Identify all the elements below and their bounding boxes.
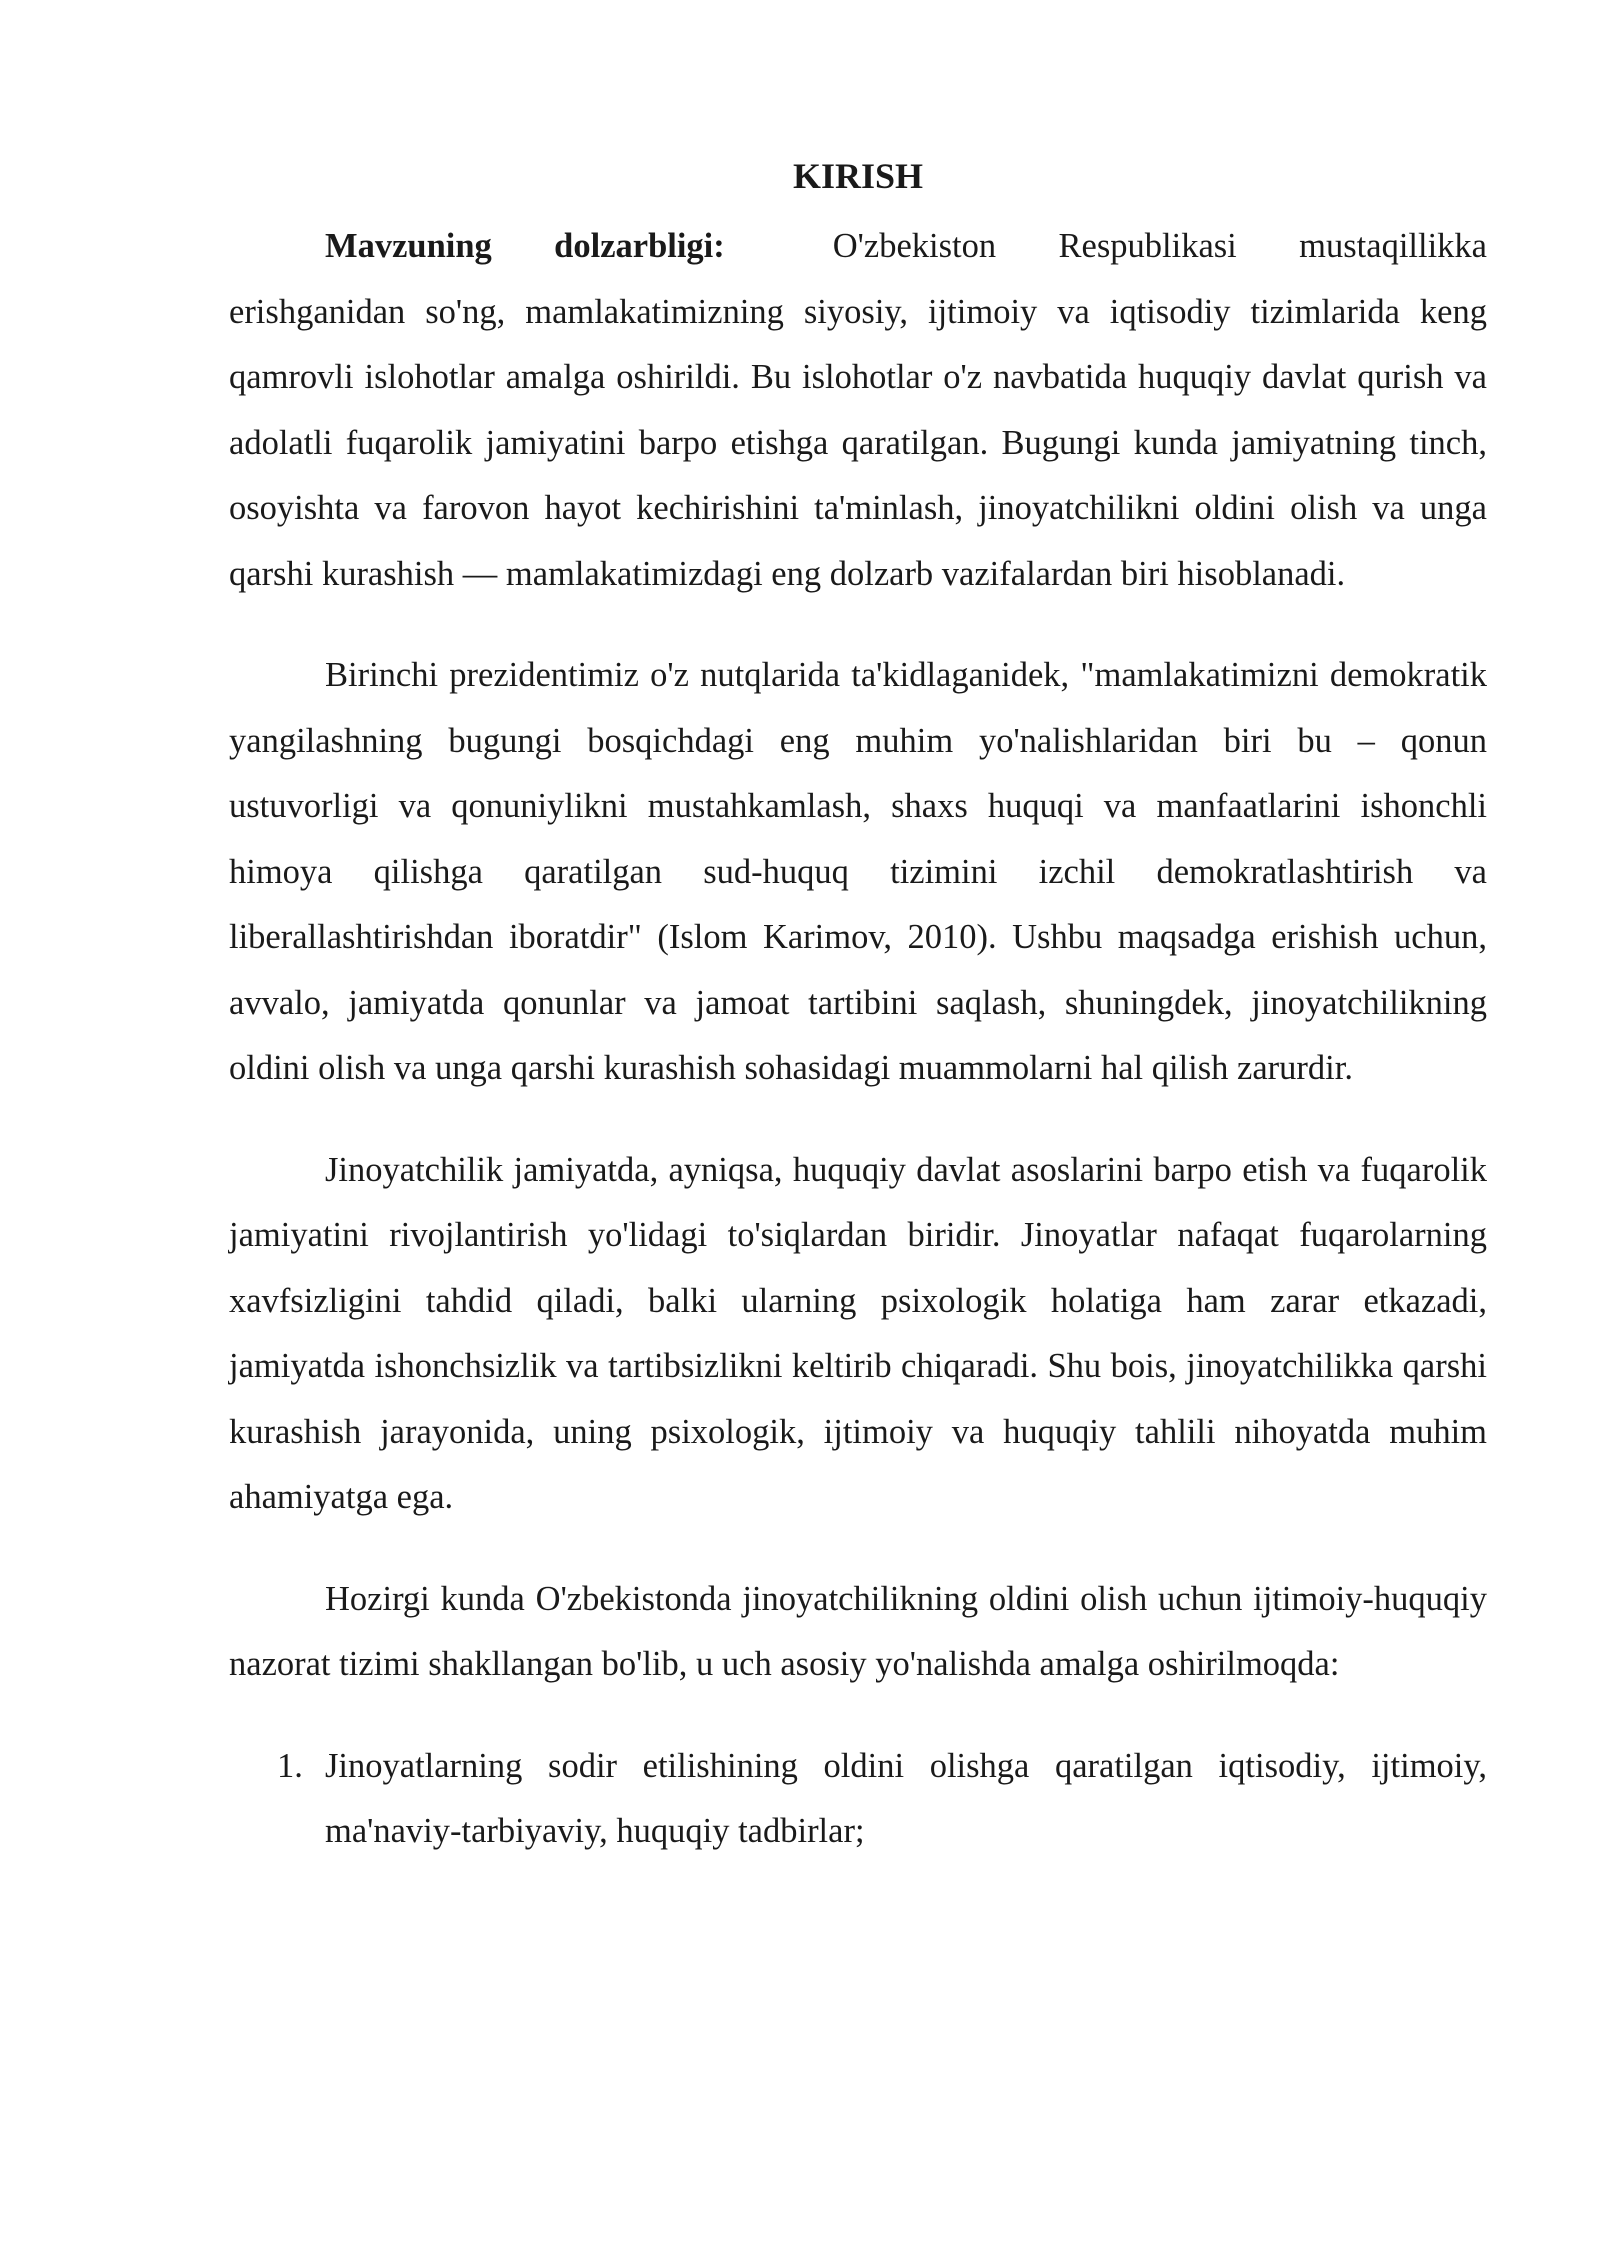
intro-text: O'zbekiston Respublikasi mustaqillikka erishganidan so'ng, mamlakatimizning siyosiy, ijtimoiy va iqtisodiy tizimlarida keng qamrovli islohotlar amalga oshirildi. Bu islohotlar o'z navbatida huquqiy davlat qurish va adolatli fuqarolik jamiyatini barpo etishga qaratilgan. Bugungi kunda jamiyatning tinch, osoyishta va farovon hayot kechirishini ta'minlash, jinoyatchilikni oldini olish va unga qarshi kurashish — mamlakatimizdagi eng dolzarb vazifalardan biri hisoblanadi. <box>229 227 1487 593</box>
paragraph-gap <box>229 1102 1487 1138</box>
body-paragraph-1: Birinchi prezidentimiz o'z nutqlarida ta'kidlaganidek, "mamlakatimizni demokratik yangilashning bugungi bosqichdagi eng muhim yo'nalishlaridan biri bu – qonun ustuvorligi va qonuniylikni mustahkamlash, shaxs huquqi va manfaatlarini ishonchli himoya qilishga qaratilgan sud-huquq tizimini izchil demokratlashtirish va liberallashtirishdan iboratdir" (Islom Karimov, 2010). Ushbu maqsadga erishish uchun, avvalo, jamiyatda qonunlar va jamoat tartibini saqlash, shuningdek, jinoyatchilikning oldini olish va unga qarshi kurashish sohasidagi muammolarni hal qilish zarurdir. <box>229 656 1487 1087</box>
intro-paragraph <box>229 214 1487 607</box>
page-title: KIRISH <box>792 156 924 196</box>
list-item-number: 1. <box>277 1746 303 1785</box>
paragraph-gap <box>229 607 1487 643</box>
body-paragraph-3: Hozirgi kunda O'zbekistonda jinoyatchilikning oldini olish uchun ijtimoiy-huquqiy nazorat tizimi shakllangan bo'lib, u uch asosiy yo'nalishda amalga oshirilmoqda: <box>229 1579 1487 1683</box>
paragraph-gap <box>229 1698 1487 1734</box>
body-paragraph-2: Jinoyatchilik jamiyatda, ayniqsa, huquqiy davlat asoslarini barpo etish va fuqarolik jamiyatini rivojlantirish yo'lidagi to'siqlardan biridir. Jinoyatlar nafaqat fuqarolarning xavfsizligini tahdid qiladi, balki ularning psixologik holatiga ham zarar etkazadi, jamiyatda ishonchsizlik va tartibsizlikni keltirib chiqaradi. Shu bois, jinoyatchilikka qarshi kurashish jarayonida, uning psixologik, ijtimoiy va huquqiy tahlili nihoyatda muhim ahamiyatga ega. <box>229 1150 1487 1516</box>
list-item <box>229 1734 1487 1865</box>
page-content <box>229 150 1487 1865</box>
intro-label: Mavzuning dolzarbligi: <box>325 227 725 265</box>
paragraph-gap <box>229 1531 1487 1567</box>
list-item-text: Jinoyatlarning sodir etilishining oldini olishga qaratilgan iqtisodiy, ijtimoiy, ma'naviy-tarbiyaviy, huquqiy tadbirlar; <box>325 1746 1487 1850</box>
numbered-list <box>229 1734 1487 1865</box>
